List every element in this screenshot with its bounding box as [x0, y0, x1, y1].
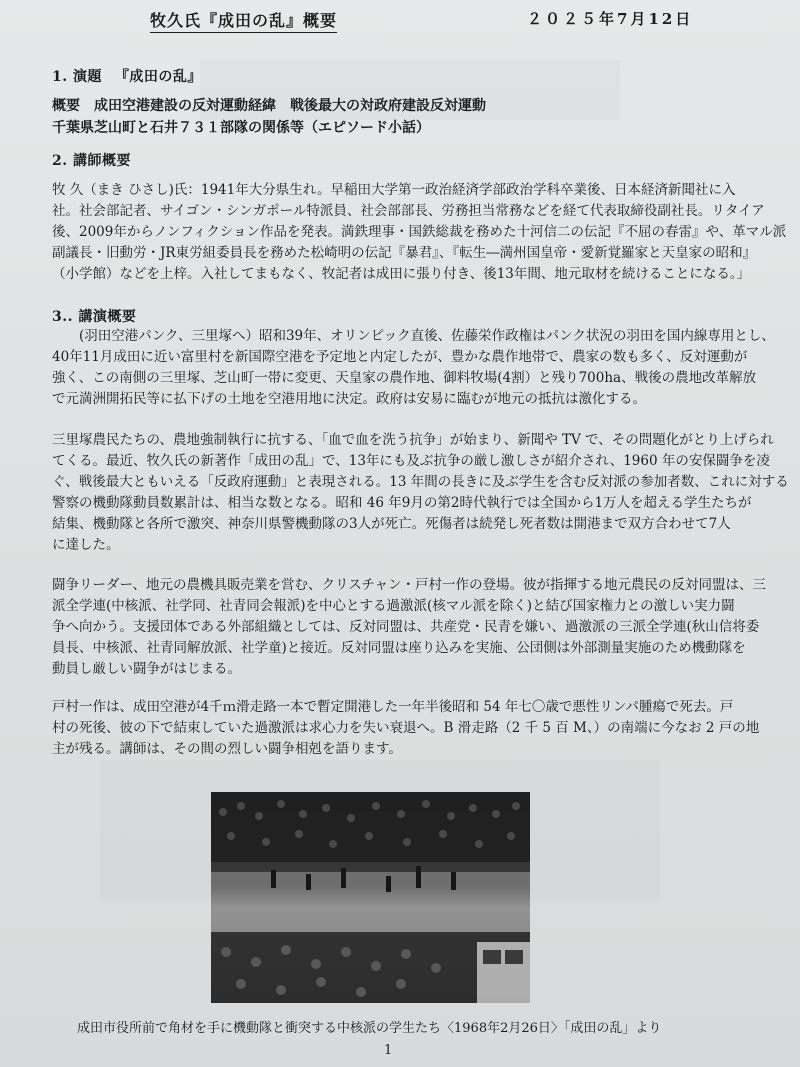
paragraph-line: 結集、機動隊と各所で激突、神奈川県警機動隊の3人が死亡。死傷者は続発し死者数は開港まで双方合わせて7人 — [52, 516, 731, 532]
section-3-heading: 3.. 講演概要 — [52, 309, 137, 325]
paragraph-line: 争へ向かう。支援団体である外部組織としては、反対同盟は、共産党・民青を嫌い、過激派の三派全学連(秋山信将委 — [52, 619, 760, 635]
profile-line: （小学館）などを上梓。入社してまもなく、牧記者は成田に張り付き、後13年間、地元取材を続けることになる。」 — [52, 266, 751, 282]
paragraph-line: 派全学連(中核派、社学同、社青同会報派)を中心とする過激派(核マル派を除く)と結び国家権力との激しい実力闘 — [52, 598, 735, 614]
clash-photo — [211, 792, 530, 1003]
page-number: 1 — [384, 1043, 393, 1058]
paragraph-line: に達した。 — [52, 537, 120, 553]
profile-line: 社。社会部記者、サイゴン・シンガポール特派員、社会部部長、労務担当常務などを経て代表取締役副社長。リタイア — [52, 203, 765, 219]
photo-caption: 成田市役所前で角材を手に機動隊と衝突する中核派の学生たち〈1968年2月26日〉「成田の乱」より — [77, 1021, 662, 1036]
paragraph-line: 村の死後、彼の下で結束していた過激派は求心力を失い衰退へ。B 滑走路（2 千 5 百 M、）の南端に今なお 2 戸の地 — [52, 720, 760, 736]
lecture-paragraph-1 — [52, 326, 775, 410]
paragraph-line: 三里塚農民たちの、農地強制執行に抗する、「血で血を洗う抗争」が始まり、新聞や TV で、その問題化がとり上げられ — [52, 432, 774, 448]
paragraph-line: 闘争リーダー、地元の農機具販売業を営む、クリスチャン・戸村一作の登場。彼が指揮する地元農民の反対同盟は、三 — [52, 577, 767, 593]
paragraph-line: 警察の機動隊動員数累計は、相当な数となる。昭和 46 年9月の第2時代執行では全国から1万人を超える学生たちが — [52, 495, 752, 511]
paragraph-line: ぐ、戦後最大ともいえる「反政府運動」と表現される。13 年間の長きに及ぶ学生を含む反対派の参加者数、これに対する — [52, 474, 789, 490]
section-1-heading: 1. 演題 『成田の乱』 — [52, 69, 202, 85]
profile-line: 副議長・旧動労・JR東労組委員長を務めた松崎明の伝記『暴君』、『転生―満州国皇帝・愛新覚羅家と天皇家の昭和』 — [52, 245, 757, 261]
lecture-paragraph-2 — [52, 430, 789, 556]
document-date: ２０２５年7月12日 — [527, 10, 694, 28]
profile-line: 牧 久（まき ひさし)氏：1941年大分県生れ。早稲田大学第一政治経済学部政治学科卒業後、日本経済新聞社に入 — [52, 182, 736, 198]
section-1-subtopic: 千葉県芝山町と石井７３１部隊の関係等（エピソード小話） — [52, 120, 430, 136]
profile-line: 後、2009年からノンフィクション作品を発表。満鉄理事・国鉄総裁を務めた十河信二の伝記『不屈の春雷』や、革マル派 — [52, 224, 787, 240]
clash-photo-image — [211, 792, 530, 1003]
paragraph-line: で元満洲開拓民等に払下げの土地を空港用地に決定。政府は安易に臨むが地元の抵抗は激化する。 — [52, 391, 646, 407]
lecture-paragraph-3 — [52, 575, 767, 680]
lecturer-profile — [52, 180, 787, 285]
document-title: 牧久氏『成田の乱』概要 — [150, 8, 337, 33]
paragraph-line: 主が残る。講師は、その間の烈しい闘争相剋を語ります。 — [52, 741, 402, 757]
paragraph-line: 40年11月成田に近い富里村を新国際空港を予定地と内定したが、豊かな農作地帯で、農家の数も多く、反対運動が — [52, 349, 748, 365]
paragraph-line: 強く、この南側の三里塚、芝山町一帯に変更、天皇家の農作地、御料牧場(4割）と残り700ha、戦後の農地改革解放 — [52, 370, 757, 386]
lecture-paragraph-4 — [52, 697, 760, 760]
paragraph-line: てくる。最近、牧久氏の新著作「成田の乱」で、13年にも及ぶ抗争の厳し激しさが紹介され、1960 年の安保闘争を凌 — [52, 453, 770, 469]
section-1-summary: 概要 成田空港建設の反対運動経緯 戦後最大の対政府建設反対運動 — [52, 98, 486, 114]
paragraph-line: 動員し厳しい闘争がはじまる。 — [52, 661, 241, 677]
paragraph-line: (羽田空港パンク、三里塚へ）昭和39年、オリンピック直後、佐藤栄作政権はパンク状況の羽田を国内線専用とし、 — [52, 328, 775, 344]
section-2-heading: 2. 講師概要 — [52, 153, 131, 169]
paragraph-line: 戸村一作は、成田空港が4千ｍ滑走路一本で暫定開港した一年半後昭和 54 年七〇歳で悪性リンパ腫瘍で死去。戸 — [52, 699, 734, 715]
paragraph-line: 員長、中核派、社青同解放派、社学童)と接近。反対同盟は座り込みを実施、公団側は外部測量実施のため機動隊を — [52, 640, 746, 656]
